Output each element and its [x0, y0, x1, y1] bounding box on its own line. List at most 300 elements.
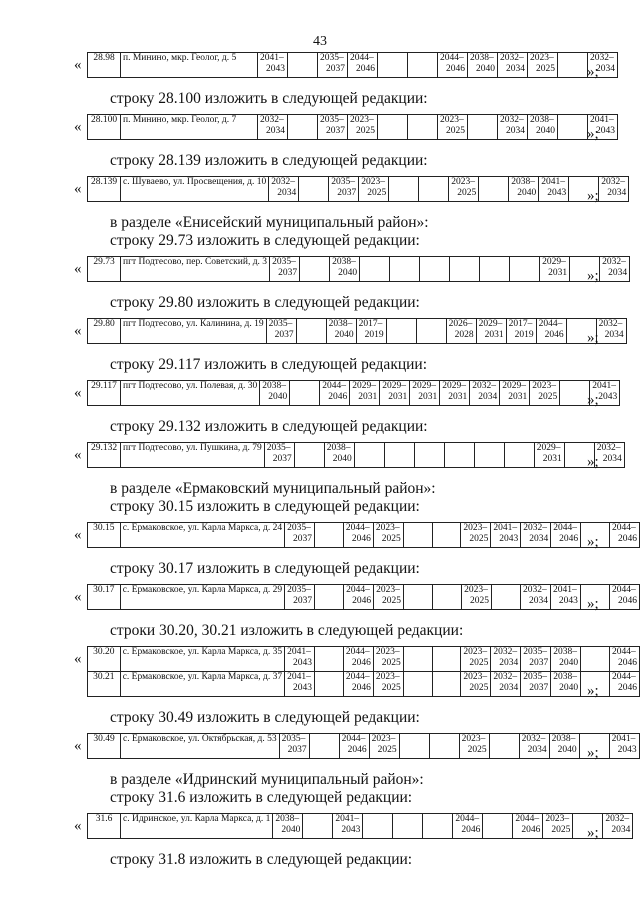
year-end: 2046 [352, 596, 372, 606]
year-cell [600, 257, 630, 282]
year-start: 2023– [463, 647, 488, 657]
year-cell [509, 177, 539, 202]
year-cell [273, 814, 303, 839]
year-start: 2041– [552, 585, 577, 595]
year-cell [462, 585, 492, 610]
year-start: 2038– [553, 672, 577, 682]
table-row [88, 647, 640, 672]
year-end: 2040 [476, 64, 495, 74]
table-row [88, 734, 640, 759]
year-cell [410, 381, 440, 406]
year-cell [453, 814, 483, 839]
close-quote: »; [587, 454, 599, 470]
year-cell [423, 814, 453, 839]
year-end: 2037 [337, 188, 357, 198]
year-cell [288, 115, 318, 140]
year-start: 2038– [328, 319, 353, 329]
year-end: 2043 [293, 683, 313, 693]
year-start: 2023– [530, 53, 554, 63]
year-cell [519, 734, 549, 759]
year-start: 2044– [440, 53, 464, 63]
year-start: 2032– [260, 115, 284, 125]
year-end: 2034 [478, 392, 498, 402]
row-number: 29.132 [88, 443, 121, 468]
year-end: 2034 [277, 188, 297, 198]
year-cell [356, 319, 386, 344]
year-start: 2023– [461, 734, 486, 744]
table-block [74, 522, 640, 550]
year-start: 2038– [332, 257, 356, 267]
year-end: 2025 [469, 534, 489, 544]
year-start: 2032– [472, 381, 496, 391]
table-row [88, 381, 620, 406]
year-end: 2025 [536, 64, 555, 74]
year-end: 2034 [506, 126, 525, 136]
year-start: 2032– [523, 523, 548, 533]
year-end: 2031 [542, 454, 562, 464]
year-end: 2046 [618, 596, 637, 606]
year-start: 2038– [275, 814, 300, 824]
year-cell [416, 319, 446, 344]
year-cell [480, 257, 510, 282]
year-cell [450, 257, 480, 282]
year-end: 2037 [272, 454, 292, 464]
year-start: 2032– [601, 177, 625, 187]
year-start: 2029– [382, 381, 406, 391]
year-cell [461, 523, 491, 548]
year-end: 2040 [536, 126, 555, 136]
edit-instruction: строку 29.117 изложить в следующей редакции: [110, 356, 428, 373]
close-quote: »; [587, 825, 599, 841]
data-table [87, 176, 629, 202]
page-number: 43 [313, 34, 327, 49]
address-cell: пгт Подтесово, пер. Советский, д. 3 [121, 257, 270, 282]
close-quote: »; [587, 64, 599, 80]
year-cell [408, 53, 438, 78]
year-start: 2035– [287, 523, 311, 533]
year-start: 2023– [464, 585, 488, 595]
year-cell [290, 381, 320, 406]
year-cell [476, 319, 506, 344]
year-cell [320, 381, 350, 406]
year-end: 2031 [448, 392, 468, 402]
open-quote: « [74, 181, 82, 197]
row-number: 28.139 [88, 177, 121, 202]
year-cell [506, 319, 536, 344]
table-row [88, 814, 633, 839]
year-cell [266, 319, 296, 344]
year-cell [560, 381, 590, 406]
data-table [87, 52, 618, 78]
year-start: 2029– [442, 381, 466, 391]
year-cell [378, 53, 408, 78]
year-end: 2046 [446, 64, 465, 74]
year-end: 2037 [529, 683, 549, 693]
year-cell [363, 814, 393, 839]
table-block [74, 176, 640, 204]
open-quote: « [74, 261, 82, 277]
table-block [74, 52, 640, 80]
table-row [88, 53, 618, 78]
year-end: 2040 [268, 392, 288, 402]
year-start: 2041– [335, 814, 360, 824]
year-start: 2041– [260, 53, 284, 63]
year-cell [403, 647, 432, 672]
year-start: 2029– [502, 381, 526, 391]
year-cell [551, 523, 581, 548]
data-table [87, 442, 625, 468]
year-start: 2044– [515, 814, 540, 824]
open-quote: « [74, 589, 82, 605]
year-start: 2038– [530, 115, 554, 125]
year-cell [380, 381, 410, 406]
year-end: 2034 [506, 64, 525, 74]
year-cell [609, 647, 639, 672]
year-cell [333, 814, 363, 839]
year-start: 2032– [590, 53, 614, 63]
year-end: 2031 [388, 392, 408, 402]
year-start: 2017– [358, 319, 383, 329]
year-cell [285, 672, 315, 697]
edit-instruction: строку 30.15 изложить в следующей редакции: [110, 498, 420, 515]
year-end: 2046 [544, 330, 564, 340]
year-cell [373, 523, 403, 548]
year-end: 2040 [557, 745, 577, 755]
year-cell [539, 177, 569, 202]
table-block [74, 813, 640, 841]
year-end: 2034 [596, 64, 615, 74]
year-cell [540, 257, 570, 282]
year-end: 2046 [618, 658, 637, 668]
year-end: 2046 [618, 683, 637, 693]
row-number: 29.80 [88, 319, 121, 344]
document-body [0, 52, 640, 869]
section-heading: в разделе «Енисейский муниципальный район»: [110, 214, 429, 231]
year-cell [444, 443, 474, 468]
year-start: 2038– [470, 53, 494, 63]
year-end: 2034 [527, 745, 547, 755]
year-end: 2037 [326, 126, 345, 136]
year-cell [369, 734, 399, 759]
year-start: 2041– [590, 115, 614, 125]
year-cell [299, 177, 329, 202]
year-end: 2034 [529, 534, 549, 544]
year-cell [596, 319, 626, 344]
year-cell [534, 443, 564, 468]
year-cell [389, 177, 419, 202]
row-number: 28.98 [88, 53, 121, 78]
year-end: 2037 [287, 745, 307, 755]
close-quote: »; [587, 268, 599, 284]
year-end: 2037 [326, 64, 345, 74]
year-start: 2041– [592, 381, 616, 391]
row-number: 30.15 [88, 523, 121, 548]
year-end: 2037 [274, 330, 294, 340]
year-cell [315, 647, 344, 672]
year-cell [373, 672, 403, 697]
close-quote: »; [587, 534, 599, 550]
year-end: 2025 [469, 658, 489, 668]
year-start: 2044– [350, 53, 374, 63]
year-end: 2046 [328, 392, 348, 402]
year-cell [468, 53, 498, 78]
table-block [74, 380, 640, 408]
year-cell [348, 53, 378, 78]
open-quote: « [74, 57, 82, 73]
year-cell [393, 814, 423, 839]
year-end: 2034 [266, 126, 285, 136]
year-cell [260, 381, 290, 406]
year-end: 2034 [608, 268, 628, 278]
year-start: 2044– [611, 647, 636, 657]
address-cell: с. Ермаковское, ул. Карла Маркса, д. 37 [120, 672, 284, 697]
year-start: 2032– [500, 53, 524, 63]
edit-instruction: строку 29.73 изложить в следующей редакции: [110, 232, 420, 249]
year-cell [521, 523, 551, 548]
year-cell [350, 381, 380, 406]
address-cell: пгт Подтесово, ул. Калинина, д. 19 [121, 319, 267, 344]
year-cell [528, 53, 558, 78]
year-cell [264, 443, 294, 468]
year-start: 2044– [553, 523, 577, 533]
year-cell [288, 53, 318, 78]
year-end: 2040 [338, 268, 358, 278]
edit-instruction: строку 28.100 изложить в следующей редакции: [110, 90, 428, 107]
year-start: 2023– [375, 672, 400, 682]
year-start: 2035– [268, 319, 293, 329]
year-cell [343, 523, 373, 548]
year-start: 2038– [511, 177, 535, 187]
year-cell [343, 672, 373, 697]
year-start: 2026– [448, 319, 473, 329]
year-start: 2029– [352, 381, 376, 391]
table-block [74, 442, 640, 470]
year-cell [498, 115, 528, 140]
open-quote: « [74, 527, 82, 543]
year-end: 2043 [617, 745, 637, 755]
open-quote: « [74, 119, 82, 135]
data-table [87, 584, 640, 610]
year-cell [483, 814, 513, 839]
year-end: 2046 [351, 683, 371, 693]
year-cell [521, 647, 551, 672]
year-end: 2043 [341, 825, 361, 835]
year-cell [603, 814, 633, 839]
year-end: 2043 [558, 596, 578, 606]
year-end: 2031 [548, 268, 568, 278]
year-end: 2040 [517, 188, 537, 198]
year-end: 2046 [521, 825, 541, 835]
year-cell [432, 523, 461, 548]
year-cell [420, 257, 450, 282]
final-heading: строку 31.8 изложить в следующей редакции: [110, 851, 413, 868]
year-end: 2034 [499, 683, 519, 693]
year-end: 2034 [604, 330, 624, 340]
year-cell [285, 647, 315, 672]
year-end: 2040 [559, 683, 579, 693]
year-end: 2025 [538, 392, 558, 402]
data-table [87, 318, 627, 344]
year-end: 2034 [611, 825, 631, 835]
address-cell: п. Минино, мкр. Геолог, д. 7 [121, 115, 258, 140]
close-quote: »; [587, 126, 599, 142]
open-quote: « [74, 738, 82, 754]
year-cell [326, 319, 356, 344]
year-end: 2019 [364, 330, 384, 340]
year-cell [609, 585, 639, 610]
year-cell [359, 177, 389, 202]
year-cell [374, 585, 404, 610]
row-number: 31.6 [88, 814, 121, 839]
year-cell [609, 734, 639, 759]
year-cell [269, 177, 299, 202]
year-cell [479, 177, 509, 202]
year-start: 2044– [611, 523, 636, 533]
edit-instruction: строку 31.6 изложить в следующей редакции: [110, 789, 413, 806]
year-cell [468, 115, 498, 140]
year-end: 2037 [529, 658, 549, 668]
year-start: 2023– [532, 381, 556, 391]
year-start: 2044– [346, 585, 370, 595]
table-block [74, 256, 640, 284]
year-cell [440, 381, 470, 406]
year-cell [403, 672, 432, 697]
edit-instruction: строку 30.17 изложить в следующей редакции: [110, 560, 420, 577]
year-cell [324, 443, 354, 468]
year-start: 2023– [463, 672, 488, 682]
year-end: 2043 [547, 188, 567, 198]
data-table [87, 522, 640, 548]
year-end: 2046 [461, 825, 481, 835]
year-end: 2025 [457, 188, 477, 198]
row-number: 28.100 [88, 115, 121, 140]
year-cell [489, 734, 519, 759]
table-row [88, 443, 625, 468]
year-cell [318, 53, 348, 78]
year-start: 2035– [331, 177, 355, 187]
year-cell [408, 115, 438, 140]
year-start: 2041– [611, 734, 636, 744]
year-cell [296, 319, 326, 344]
year-end: 2031 [418, 392, 438, 402]
year-cell [360, 257, 390, 282]
year-end: 2046 [356, 64, 375, 74]
year-end: 2043 [596, 126, 615, 136]
close-quote: »; [587, 596, 599, 612]
year-start: 2044– [611, 585, 636, 595]
address-cell: пгт Подтесово, ул. Полевая, д. 30 [121, 381, 260, 406]
table-row [88, 319, 627, 344]
address-cell: с. Ермаковское, ул. Октябрьская, д. 53 [121, 734, 280, 759]
address-cell: с. Шуваево, ул. Просвещения, д. 10 [121, 177, 269, 202]
year-cell [438, 53, 468, 78]
close-quote: »; [587, 392, 599, 408]
year-start: 2038– [553, 647, 577, 657]
year-cell [315, 523, 344, 548]
year-start: 2038– [551, 734, 576, 744]
year-end: 2034 [607, 188, 627, 198]
year-cell [543, 814, 573, 839]
year-end: 2025 [381, 534, 401, 544]
close-quote: »; [587, 188, 599, 204]
year-start: 2035– [523, 672, 548, 682]
year-end: 2031 [358, 392, 378, 402]
year-cell [309, 734, 339, 759]
address-cell: п. Минино, мкр. Геолог, д. 5 [121, 53, 258, 78]
year-start: 2032– [521, 734, 546, 744]
address-cell: пгт Подтесово, ул. Пушкина, д. 79 [121, 443, 265, 468]
section-heading: в разделе «Ермаковский муниципальный район»: [110, 480, 436, 497]
year-cell [599, 177, 629, 202]
year-start: 2044– [341, 734, 366, 744]
year-cell [414, 443, 444, 468]
data-table [87, 256, 630, 282]
year-start: 2023– [451, 177, 475, 187]
year-start: 2041– [541, 177, 565, 187]
year-cell [498, 53, 528, 78]
edit-instruction: строку 29.80 изложить в следующей редакции: [110, 294, 420, 311]
year-start: 2023– [375, 647, 400, 657]
year-end: 2034 [528, 596, 548, 606]
table-row [88, 115, 618, 140]
year-end: 2043 [266, 64, 285, 74]
year-end: 2025 [381, 658, 401, 668]
year-end: 2031 [508, 392, 528, 402]
year-start: 2023– [375, 523, 400, 533]
year-cell [491, 672, 521, 697]
year-end: 2025 [356, 126, 375, 136]
table-row [88, 585, 640, 610]
year-start: 2044– [345, 647, 370, 657]
year-start: 2041– [493, 523, 518, 533]
year-cell [348, 115, 378, 140]
year-start: 2023– [440, 115, 464, 125]
year-cell [403, 523, 432, 548]
year-end: 2046 [618, 534, 637, 544]
year-end: 2025 [367, 188, 387, 198]
year-cell [491, 523, 521, 548]
address-cell: с. Ермаковское, ул. Карла Маркса, д. 24 [120, 523, 284, 548]
year-start: 2029– [478, 319, 503, 329]
year-cell [594, 443, 624, 468]
year-end: 2037 [293, 534, 313, 544]
address-cell: с. Идринское, ул. Карла Маркса, д. 1 [121, 814, 273, 839]
year-end: 2037 [293, 596, 313, 606]
edit-instruction: строку 30.49 изложить в следующей редакции: [110, 709, 420, 726]
year-end: 2031 [484, 330, 504, 340]
year-cell [285, 585, 315, 610]
year-cell [510, 257, 540, 282]
year-start: 2023– [361, 177, 385, 187]
year-start: 2035– [523, 647, 548, 657]
year-start: 2032– [602, 257, 626, 267]
row-number: 30.49 [88, 734, 121, 759]
open-quote: « [74, 651, 82, 667]
table-row [88, 177, 629, 202]
year-end: 2040 [334, 330, 354, 340]
year-end: 2025 [377, 745, 397, 755]
year-cell [399, 734, 429, 759]
year-cell [549, 734, 579, 759]
open-quote: « [74, 818, 82, 834]
year-start: 2032– [493, 647, 518, 657]
close-quote: »; [587, 330, 599, 346]
year-end: 2043 [293, 658, 313, 668]
year-end: 2025 [469, 683, 489, 693]
year-cell [609, 523, 639, 548]
year-start: 2032– [598, 319, 623, 329]
year-cell [384, 443, 414, 468]
